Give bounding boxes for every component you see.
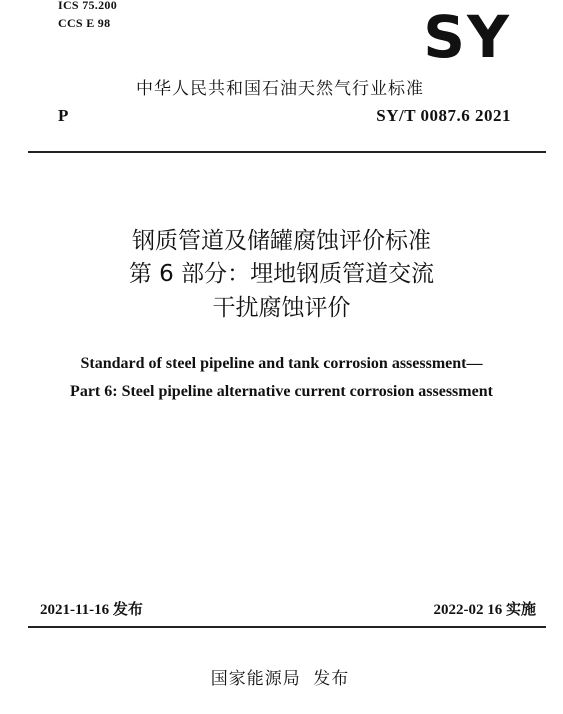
chinese-title-line-3: 干扰腐蚀评价 xyxy=(212,295,351,321)
standard-number: SY/T 0087.6 2021 xyxy=(376,106,511,125)
category-letter: P xyxy=(58,106,69,125)
ics-code: ICS 75.200 xyxy=(58,0,118,12)
bottom-divider xyxy=(28,626,546,628)
english-title-line-2: Part 6: Steel pipeline alternative current corrosion assessment xyxy=(70,383,493,400)
issue-date: 2021-11-16 发布 xyxy=(40,602,143,618)
chinese-title-line-2: 第 6 部分：埋地钢质管道交流 xyxy=(128,261,435,287)
publisher: 国家能源局 发布 xyxy=(210,669,350,689)
chinese-title-line-1: 钢质管道及储罐腐蚀评价标准 xyxy=(132,228,431,254)
organization-title: 中华人民共和国石油天然气行业标准 xyxy=(136,79,424,99)
sy-logo: SY xyxy=(423,3,511,71)
english-title-line-1: Standard of steel pipeline and tank corrosion assessment— xyxy=(80,355,483,372)
ccs-code: CCS E 98 xyxy=(58,16,111,30)
top-divider xyxy=(28,151,546,153)
implementation-date: 2022-02 16 实施 xyxy=(433,602,536,618)
